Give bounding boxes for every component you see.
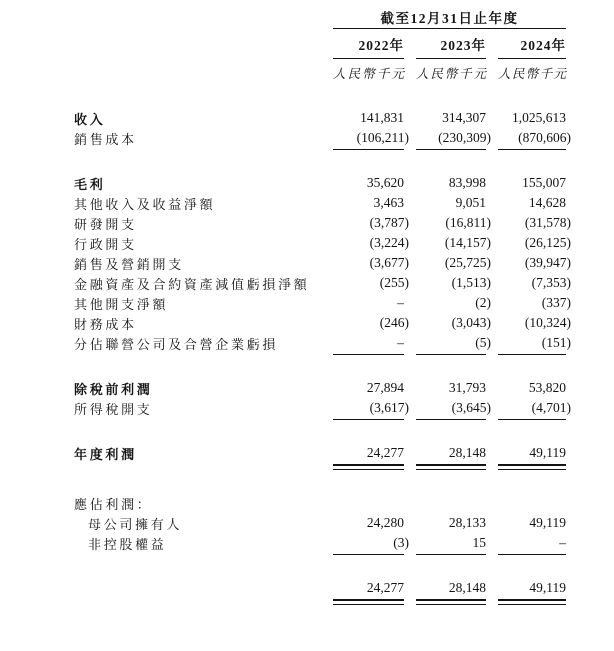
cell-value xyxy=(498,175,566,191)
cell-value xyxy=(416,215,491,231)
table-row xyxy=(74,193,614,213)
cell-value xyxy=(333,445,404,461)
row-label: 年度利潤 xyxy=(74,446,137,462)
cell-value xyxy=(416,445,486,461)
value-text: (246) xyxy=(379,315,409,330)
cell-value xyxy=(416,335,491,351)
row-label: 所得稅開支 xyxy=(74,401,153,417)
value-text: (7,353) xyxy=(531,275,571,290)
cell-value xyxy=(333,275,409,291)
section-spacer xyxy=(74,470,614,493)
cell-value xyxy=(416,195,486,211)
value-text: 1,025,613 xyxy=(512,110,566,125)
cell-value xyxy=(333,315,409,331)
row-label: 金融資產及合約資產減值虧損淨額 xyxy=(74,276,310,292)
row-label: 財務成本 xyxy=(74,316,137,332)
cell-value xyxy=(333,295,404,311)
cell-value xyxy=(498,380,566,396)
table-row xyxy=(74,273,614,293)
value-text: (3,645) xyxy=(451,400,491,415)
cell-value xyxy=(416,110,486,126)
cell-value xyxy=(498,315,571,331)
row-label: 收入 xyxy=(74,111,106,127)
year-header-2022: 2022年 xyxy=(358,38,404,53)
cell-value xyxy=(416,295,491,311)
table-body xyxy=(74,108,614,605)
cell-value xyxy=(333,130,409,146)
value-text: 9,051 xyxy=(455,195,486,210)
value-text: 141,831 xyxy=(360,110,404,125)
value-text: 83,998 xyxy=(448,175,486,190)
value-text: (255) xyxy=(379,275,409,290)
row-label: 其他開支淨額 xyxy=(74,296,169,312)
row-label: 銷售成本 xyxy=(74,131,137,147)
value-text: (4,701) xyxy=(531,400,571,415)
total-double-rule-row xyxy=(74,463,614,470)
cell-value xyxy=(416,130,491,146)
value-text: 28,148 xyxy=(448,580,486,595)
year-rule-2022 xyxy=(333,58,404,59)
cell-value xyxy=(333,255,409,271)
cell-value xyxy=(416,400,491,416)
table-row xyxy=(74,333,614,353)
value-text: 3,463 xyxy=(373,195,404,210)
value-text: 49,119 xyxy=(529,580,566,595)
row-label: 分佔聯營公司及合營企業虧損 xyxy=(74,336,279,352)
table-row xyxy=(74,513,614,533)
value-text: (151) xyxy=(541,335,571,350)
value-text: (5) xyxy=(475,335,491,350)
cell-value xyxy=(498,275,571,291)
currency-unit-2023: 人 民 幣 千 元 xyxy=(416,67,486,81)
value-text: 24,280 xyxy=(366,515,404,530)
currency-unit-2024: 人 民 幣 千 元 xyxy=(498,67,566,81)
cell-value xyxy=(416,315,491,331)
cell-value xyxy=(498,110,566,126)
row-label: 除稅前利潤 xyxy=(74,381,153,397)
value-text: 14,628 xyxy=(528,195,566,210)
cell-value xyxy=(416,275,491,291)
value-text: – xyxy=(559,535,566,550)
subtotal-rule xyxy=(333,419,404,420)
table-row xyxy=(74,578,614,598)
cell-value xyxy=(333,515,404,531)
cell-value xyxy=(333,110,404,126)
value-text: (3,617) xyxy=(369,400,409,415)
subtotal-rule xyxy=(333,354,404,355)
cell-value xyxy=(498,515,566,531)
total-double-rule-row xyxy=(74,598,614,605)
cell-value xyxy=(498,335,571,351)
cell-value xyxy=(498,295,571,311)
value-text: 49,119 xyxy=(529,515,566,530)
value-text: 28,133 xyxy=(448,515,486,530)
cell-value xyxy=(498,445,566,461)
value-text: 155,007 xyxy=(522,175,566,190)
subtotal-rule xyxy=(333,554,404,555)
value-text: (337) xyxy=(541,295,571,310)
cell-value xyxy=(333,175,404,191)
currency-unit-2022: 人 民 幣 千 元 xyxy=(333,67,404,81)
subtotal-rule xyxy=(416,419,486,420)
cell-value xyxy=(416,580,486,596)
row-label: 非控股權益 xyxy=(88,536,167,552)
table-row xyxy=(74,493,614,513)
subtotal-rule xyxy=(498,419,566,420)
cell-value xyxy=(498,255,571,271)
value-text: 49,119 xyxy=(529,445,566,460)
cell-value xyxy=(498,215,571,231)
value-text: (870,606) xyxy=(518,130,571,145)
row-label: 母公司擁有人 xyxy=(88,516,183,532)
period-header: 截至12月31日止年度 xyxy=(380,10,519,26)
value-text: (230,309) xyxy=(438,130,491,145)
value-text: (14,157) xyxy=(444,235,491,250)
value-text: (3,224) xyxy=(369,235,409,250)
year-rule-2023 xyxy=(416,58,486,59)
section-spacer xyxy=(74,355,614,378)
value-text: (31,578) xyxy=(524,215,571,230)
year-header-2024: 2024年 xyxy=(520,38,566,53)
year-rule-2024 xyxy=(498,58,566,59)
total-double-rule xyxy=(498,599,566,605)
currency-unit-row xyxy=(74,59,614,83)
value-text: 15 xyxy=(472,535,486,550)
total-double-rule xyxy=(416,599,486,605)
subtotal-rule xyxy=(333,149,404,150)
value-text: (3,677) xyxy=(369,255,409,270)
total-double-rule xyxy=(333,464,404,470)
cell-value xyxy=(416,535,486,551)
value-text: – xyxy=(397,295,404,310)
cell-value xyxy=(416,175,486,191)
table-row xyxy=(74,533,614,553)
cell-value xyxy=(416,235,491,251)
row-label: 行政開支 xyxy=(74,236,137,252)
cell-value xyxy=(416,515,486,531)
subtotal-rule xyxy=(498,149,566,150)
value-text: (3,043) xyxy=(451,315,491,330)
cell-value xyxy=(333,380,404,396)
subtotal-rule xyxy=(416,554,486,555)
value-text: (10,324) xyxy=(524,315,571,330)
table-row xyxy=(74,313,614,333)
subtotal-rule xyxy=(416,149,486,150)
table-row xyxy=(74,253,614,273)
value-text: (39,947) xyxy=(524,255,571,270)
table-row xyxy=(74,443,614,463)
value-text: – xyxy=(397,335,404,350)
cell-value xyxy=(333,195,404,211)
value-text: 24,277 xyxy=(366,445,404,460)
value-text: (1,513) xyxy=(451,275,491,290)
period-header-rule xyxy=(333,28,566,29)
cell-value xyxy=(333,215,409,231)
value-text: (3) xyxy=(393,535,409,550)
cell-value xyxy=(333,535,409,551)
cell-value xyxy=(416,380,486,396)
year-header-2023: 2023年 xyxy=(440,38,486,53)
row-label: 其他收入及收益淨額 xyxy=(74,196,216,212)
row-label: 應佔利潤： xyxy=(74,496,153,512)
value-text: (106,211) xyxy=(356,130,409,145)
row-label: 研發開支 xyxy=(74,216,137,232)
subtotal-rule xyxy=(498,354,566,355)
value-text: 24,277 xyxy=(366,580,404,595)
table-row xyxy=(74,233,614,253)
section-spacer xyxy=(74,420,614,443)
value-text: (2) xyxy=(475,295,491,310)
cell-value xyxy=(498,235,571,251)
table-row xyxy=(74,398,614,418)
value-text: (3,787) xyxy=(369,215,409,230)
value-text: (16,811) xyxy=(445,215,491,230)
total-double-rule xyxy=(498,464,566,470)
table-row xyxy=(74,108,614,128)
value-text: 27,894 xyxy=(366,380,404,395)
value-text: 53,820 xyxy=(528,380,566,395)
section-spacer xyxy=(74,150,614,173)
cell-value xyxy=(498,400,571,416)
cell-value xyxy=(498,195,566,211)
value-text: 28,148 xyxy=(448,445,486,460)
cell-value xyxy=(416,255,491,271)
subtotal-rule xyxy=(416,354,486,355)
total-double-rule xyxy=(416,464,486,470)
cell-value xyxy=(498,580,566,596)
period-header-row xyxy=(74,6,614,27)
value-text: (26,125) xyxy=(524,235,571,250)
cell-value xyxy=(498,130,571,146)
table-row xyxy=(74,213,614,233)
section-spacer xyxy=(74,555,614,578)
total-double-rule xyxy=(333,599,404,605)
cell-value xyxy=(498,535,566,551)
cell-value xyxy=(333,400,409,416)
subtotal-rule xyxy=(498,554,566,555)
table-row xyxy=(74,173,614,193)
table-row xyxy=(74,378,614,398)
row-label: 銷售及營銷開支 xyxy=(74,256,184,272)
value-text: 31,793 xyxy=(448,380,486,395)
row-label: 毛利 xyxy=(74,176,106,192)
cell-value xyxy=(333,580,404,596)
value-text: (25,725) xyxy=(444,255,491,270)
cell-value xyxy=(333,335,404,351)
table-row xyxy=(74,128,614,148)
table-row xyxy=(74,293,614,313)
value-text: 314,307 xyxy=(442,110,486,125)
year-header-row xyxy=(74,29,614,57)
value-text: 35,620 xyxy=(366,175,404,190)
cell-value xyxy=(333,235,409,251)
